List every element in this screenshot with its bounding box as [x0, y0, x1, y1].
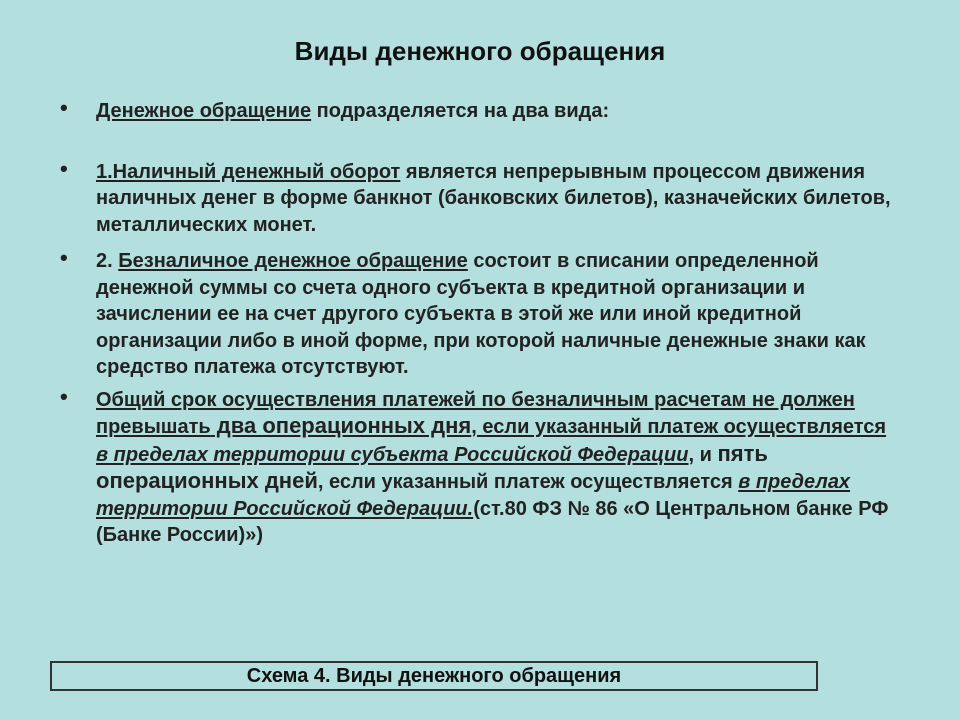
bullet-item	[60, 98, 900, 125]
bullet-part: два операционных дня	[210, 413, 472, 438]
bullet-part: в пределах территории Российской Федерации.	[96, 471, 851, 520]
bullet-list	[60, 98, 900, 549]
caption-box: Схема 4. Виды денежного обращения	[50, 661, 818, 691]
bullet-item	[60, 248, 900, 381]
bullet-term: 1.Наличный денежный оборот	[96, 160, 401, 183]
bullet-term: Денежное обращение	[96, 100, 312, 122]
bullet-part: , если указанный платеж осуществляется	[317, 471, 739, 493]
bullet-part: Общий срок осуществления платежей по безналичным расчетам не должен превышать	[96, 388, 855, 438]
bullet-prefix: 2.	[96, 250, 119, 272]
bullet-text: подразделяется на два вида:	[311, 100, 610, 122]
bullet-part: , и	[688, 443, 718, 466]
bullet-part: (ст.80 ФЗ № 86 «О Центральном банке РФ (Банке России)»)	[96, 497, 889, 546]
bullet-text: состоит в списании определенной денежной суммы со счета одного субъекта в кредитной организации и зачислении ее на счет другого субъекта в этой же или иной кредитной организации либо в иной форме, при которой наличные денежные знаки как средство платежа отсутствуют.	[96, 250, 866, 378]
bullet-part: пять операционных дней	[96, 440, 768, 493]
bullet-item	[60, 387, 900, 549]
bullet-item	[60, 159, 900, 239]
slide-title: Виды денежного обращения	[294, 36, 666, 66]
bullet-part: , если указанный платеж осуществляется	[471, 416, 887, 438]
bullet-term: Безналичное денежное обращение	[118, 250, 468, 272]
bullet-text: является непрерывным процессом движения наличных денег в форме банкнот (банковских билетов), казначейских билетов, металлических монет.	[96, 160, 891, 236]
bullet-part: в пределах территории субъекта Российской Федерации	[96, 443, 689, 466]
